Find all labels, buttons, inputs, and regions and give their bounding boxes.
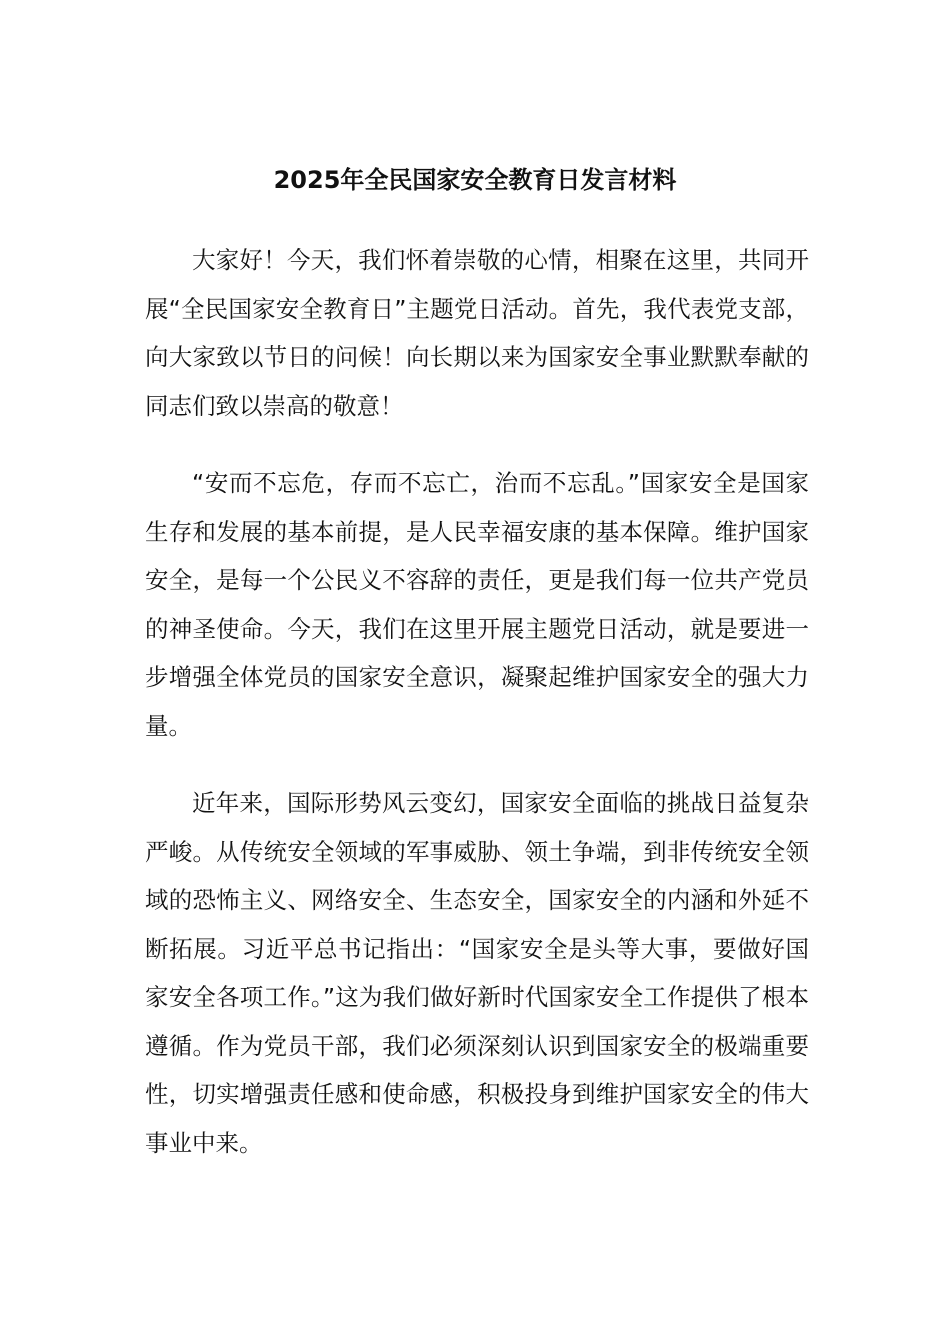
paragraph-current-challenges: 近年来，国际形势风云变幻，国家安全面临的挑战日益复杂严峻。从传统安全领域的军事威胁、领土争端，到非传统安全领域的恐怖主义、网络安全、生态安全，国家安全的内涵和外延不断拓展。习近平总书记指出：“国家安全是头等大事，要做好国家安全各项工作。”这为我们做好新时代国家安全工作提供了根本遵循。作为党员干部，我们必须深刻认识到国家安全的极端重要性，切实增强责任感和使命感，积极投身到维护国家安全的伟大事业中来。 [145,789,809,1157]
paragraph-national-security-importance: “安而不忘危，存而不忘亡，治而不忘乱。”国家安全是国家生存和发展的基本前提，是人民幸福安康的基本保障。维护国家安全，是每一个公民义不容辞的责任，更是我们每一位共产党员的神圣使命。今天，我们在这里开展主题党日活动，就是要进一步增强全体党员的国家安全意识，凝聚起维护国家安全的强大力量。 [145,469,809,740]
paragraph-greeting: 大家好！今天，我们怀着崇敬的心情，相聚在这里，共同开展“全民国家安全教育日”主题党日活动。首先，我代表党支部，向大家致以节日的问候！向长期以来为国家安全事业默默奉献的同志们致以崇高的敬意！ [145,246,809,420]
document-title: 2025年全民国家安全教育日发言材料 [273,166,677,194]
document-body [145,236,809,1196]
